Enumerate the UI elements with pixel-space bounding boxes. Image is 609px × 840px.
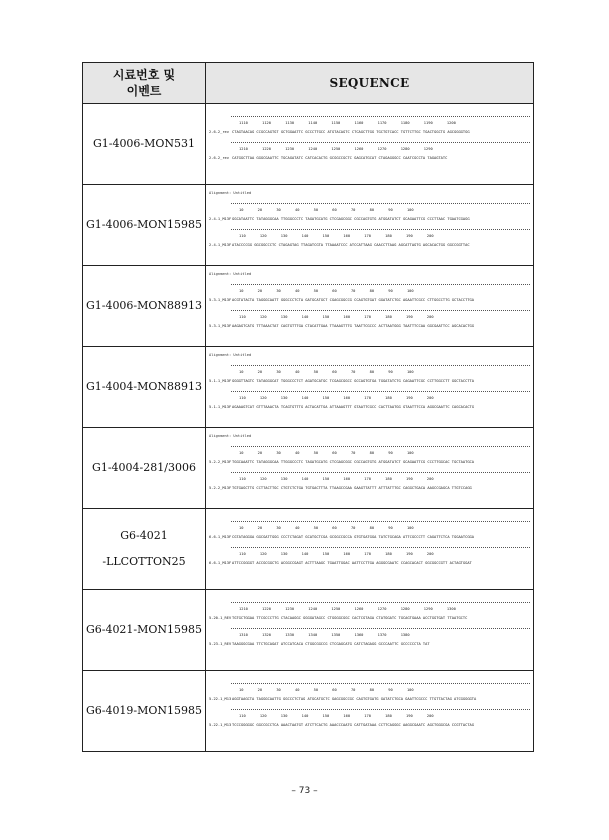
table-row: [83, 347, 534, 428]
sequence-label: 5-20-1_REV: [209, 616, 232, 620]
sequence-alignment-cell: [206, 671, 534, 752]
alignment-block: [209, 547, 530, 566]
sequence-text: ACGTATACTA TAGGGCAATT GGGCCCTCTA GATGCATGCT CGAGCGGCCG CCAGTGTGAT GGATATCTGC AGAATTCGCC CTTGGCCTTG GCTACCTTGA: [232, 298, 474, 302]
sample-event-name: [83, 509, 206, 590]
alignment-block: [209, 683, 530, 702]
sequence-label: 2-6-2_rev: [209, 130, 229, 134]
sequence-label: 5-22-1_M13: [209, 723, 232, 727]
alignment-block: [209, 116, 530, 135]
ruler-numbers: 110 120 130 140 150 160 170 180 190 200: [239, 315, 434, 319]
table-row: [83, 185, 534, 266]
alignment-block: [209, 446, 530, 465]
alignment-block: [209, 628, 530, 647]
sequence-text: AAGAGTCATG TTTAAACTAT CAGTGTTTGA CTACATTGAA TTAAAGTTTG TAATTCGCCC ACTTAATGGG TAATTTCCAA GGCGAATTCC AGCACACTGG: [232, 324, 474, 328]
header-line-1: 시료번호 및: [112, 68, 176, 82]
sequence-text: CATGGCTTAA GGGCGAATTC TGCAGATATC CATCACACTG GCGGCCGCTC GAGCATGCAT CTAGAGGGCC CAATCGCCTA TAGAGTATC: [232, 156, 448, 160]
sequence-label: 2-6-2_rev: [209, 156, 229, 160]
sequence-label: 2-4-1_M13F: [209, 243, 232, 247]
sequence-label: 5-3-1_M13F: [209, 324, 232, 328]
sample-name-line-2: -LLCOTTON25: [102, 555, 186, 568]
alignment-block: [209, 602, 530, 621]
ruler-numbers: 1310 1320 1330 1340 1350 1360 1370 1380: [239, 633, 410, 637]
alignment-title: Alignment: Untitled: [209, 272, 252, 276]
table-row: [83, 428, 534, 509]
ruler-numbers: 1210 1220 1230 1240 1250 1260 1270 1280 1290: [239, 147, 433, 151]
ruler-numbers: 110 120 130 140 150 160 170 180 190 200: [239, 234, 434, 238]
ruler-numbers: 10 20 30 40 50 60 70 80 90 100: [239, 451, 414, 455]
sample-event-name: G6-4019-MON15985: [83, 671, 206, 752]
ruler-numbers: 110 120 130 140 150 160 170 180 190 200: [239, 396, 434, 400]
sample-event-name: G6-4021-MON15985: [83, 590, 206, 671]
ruler-numbers: 10 20 30 40 50 60 70 80 90 100: [239, 208, 414, 212]
alignment-block: [209, 142, 530, 161]
table-header-row: [83, 63, 534, 104]
sample-name-line-1: G6-4021: [120, 529, 168, 542]
alignment-block: [209, 365, 530, 384]
sequence-label: 5-22-1_M13: [209, 697, 232, 701]
sequence-label: 5-23-1_REV: [209, 642, 232, 646]
sequence-alignment-cell: [206, 347, 534, 428]
sequence-label: 5-1-1_M13F: [209, 379, 232, 383]
sequence-label: 2-4-1_M13F: [209, 217, 232, 221]
ruler-numbers: 110 120 130 140 150 160 170 180 190 200: [239, 714, 434, 718]
table-row: [83, 671, 534, 752]
sequence-alignment-cell: [206, 185, 534, 266]
alignment-block: [209, 284, 530, 303]
ruler-numbers: 1210 1220 1230 1240 1250 1260 1270 1280 1290 1300: [239, 607, 456, 611]
alignment-block: [209, 391, 530, 410]
page-number: – 73 –: [291, 786, 318, 796]
sequence-text: TGTGAGCTTG CCTTACTTGC CTGTCTCTGA TGTGACTTTA TTAAGCCGAA GAAGTTATTT ATTTATTTGC CAGGCTGACA AAGCCGAGCA TTGTCCAGG: [232, 486, 472, 490]
header-sample-event: [83, 63, 206, 104]
table-row: [83, 590, 534, 671]
sequence-text: AGGTAAGCTA TAGGGCAATTG GGCCCTCTAG ATGCATGCTC GAGCGGCCGC CAGTGTGATG GATATCTGCA GAATTCGCCC TTGTTACTAG ATCGGGGGTA: [232, 697, 477, 701]
alignment-title: Alignment: Untitled: [209, 353, 252, 357]
table-row: [83, 509, 534, 590]
sequence-text: AGAAAGTCAT GTTTAAACTA TCAGTGTTTG ACTACATTGA ATTAAAGTTT GTAATTCGCC CACTTAATGG GTAATTTCCA AGGCGAATTC CAGCACACTG: [232, 405, 474, 409]
alignment-block: [209, 310, 530, 329]
alignment-block: [209, 229, 530, 248]
sequence-text: ATACCCCGG GGCGGCCCTC CTAGAGTAG TTAGATCGTA TTAAAATCCC ATCCATTAAG CAACCTTAAG AGCATTAGTG AGCACACTGG GGCCGGTTAC: [232, 243, 470, 247]
sample-event-name: G1-4006-MON531: [83, 104, 206, 185]
ruler-numbers: 1110 1120 1130 1140 1150 1160 1170 1180 1190 1200: [239, 121, 456, 125]
sequence-label: 6-6-1_M13F: [209, 561, 232, 565]
ruler-numbers: 10 20 30 40 50 60 70 80 90 100: [239, 526, 414, 530]
alignment-title: Alignment: Untitled: [209, 191, 252, 195]
sequence-label: 5-1-1_M13F: [209, 405, 232, 409]
sequence-table: [82, 62, 534, 752]
alignment-block: [209, 709, 530, 728]
sequence-alignment-cell: [206, 590, 534, 671]
header-sequence: SEQUENCE: [206, 63, 534, 104]
sequence-alignment-cell: [206, 104, 534, 185]
sequence-text: CGTATAGGGA GGCGATTGGG CCCTCTAGAT GCATGCTCGA GCGGCCGCCA GTGTGATGGA TATCTGCAGA ATTCGCCCTT CAGATTCTCA TGGAATCGGA: [232, 535, 474, 539]
sequence-label: 5-2-2_M13F: [209, 486, 232, 490]
sequence-alignment-cell: [206, 266, 534, 347]
sequence-label: 6-6-1_M13F: [209, 535, 232, 539]
sequence-text: CTAGTAACAG CCGCCAGTGT GCTGGAATTC GCCCTTGCC ATGTACAGTC CTCAGCTTGG TGCTGTCACC TGTTCTTGC TGACTGGCTG AGCGGGGTGG: [232, 130, 470, 134]
sample-event-name: G1-4006-MON88913: [83, 266, 206, 347]
sequence-text: GGGGTTAGTC TATAGGGCAT TGGGCCCTCT AGATGCATGC TCGAGCGGCC GCCAGTGTGA TGGATATCTG CAGAATTCGC CCTTGGCCTT GGCTACCTTA: [232, 379, 474, 383]
ruler-numbers: 10 20 30 40 50 60 70 80 90 100: [239, 370, 414, 374]
ruler-numbers: 10 20 30 40 50 60 70 80 90 100: [239, 289, 414, 293]
sequence-text: TCCCGGGGGC GGCCGCCTCA AAACTAATGT ATCTTCACTG AAACCCAATG CATTGATAAA CCTTCAGGGC AAGGCGAATC AGCTGGGCGA CCGTTACTAG: [232, 723, 474, 727]
alignment-block: [209, 472, 530, 491]
sequence-text: TGGCAAATTC TATAGGGCAA TTGGGCCCTC TAGATGCATG CTCGAGCGGC CGCCAGTGTG ATGGATATCT GCAGAATTCG CCCTTGGCAC TGCTAATGCA: [232, 460, 474, 464]
sample-event-name: G1-4006-MON15985: [83, 185, 206, 266]
sample-event-name: G1-4004-MON88913: [83, 347, 206, 428]
sequence-label: 5-2-2_M13F: [209, 460, 232, 464]
sequence-alignment-cell: [206, 428, 534, 509]
table-row: [83, 104, 534, 185]
sequence-alignment-cell: [206, 509, 534, 590]
sample-event-name: G1-4004-281/3006: [83, 428, 206, 509]
sequence-label: 5-3-1_M13F: [209, 298, 232, 302]
sequence-text: GGCATAATTC TATAGGGCAA TTGGGCCCTC TAGATGCATG CTCGAGCGGC CGCCAGTGTG ATGGATATCT GCAGAATTCG CCCTTAAC TGAATCGAGG: [232, 217, 470, 221]
sequence-text: TAAGGGCGAA TTCTGCAGAT ATCCATCACA CTGGCGGCCG CTCGAGCATG CATCTAGAGG GCCCAATTC GCCCCCCTA TAT: [232, 642, 430, 646]
ruler-numbers: 110 120 130 140 150 160 170 180 190 200: [239, 477, 434, 481]
ruler-numbers: 10 20 30 40 50 60 70 80 90 100: [239, 688, 414, 692]
header-line-2: 이벤트: [126, 84, 162, 98]
alignment-title: Alignment: Untitled: [209, 434, 252, 438]
table-row: [83, 266, 534, 347]
alignment-block: [209, 521, 530, 540]
alignment-block: [209, 203, 530, 222]
table-body: [83, 104, 534, 752]
ruler-numbers: 110 120 130 140 150 160 170 180 190 200: [239, 552, 434, 556]
sequence-text: ATTCCGGGGT ACCGCGGCTG ACGGCCGAGT ACTTTAAGC TGAATTGGAC AATTCCTTGA AGGGCGAATC CCAGCACACT GGCGGCCGTT ACTAGTGGAT: [232, 561, 472, 565]
sequence-text: TGTGCTGGAA TTCGCCCTTG CTACAAGGC GGGGATAGCC CTGGGGCGGC CACTCGTAGA CTATGGATC TGCAGTGAAA ACCTGGTGAT TTAATGCTC: [232, 616, 468, 620]
